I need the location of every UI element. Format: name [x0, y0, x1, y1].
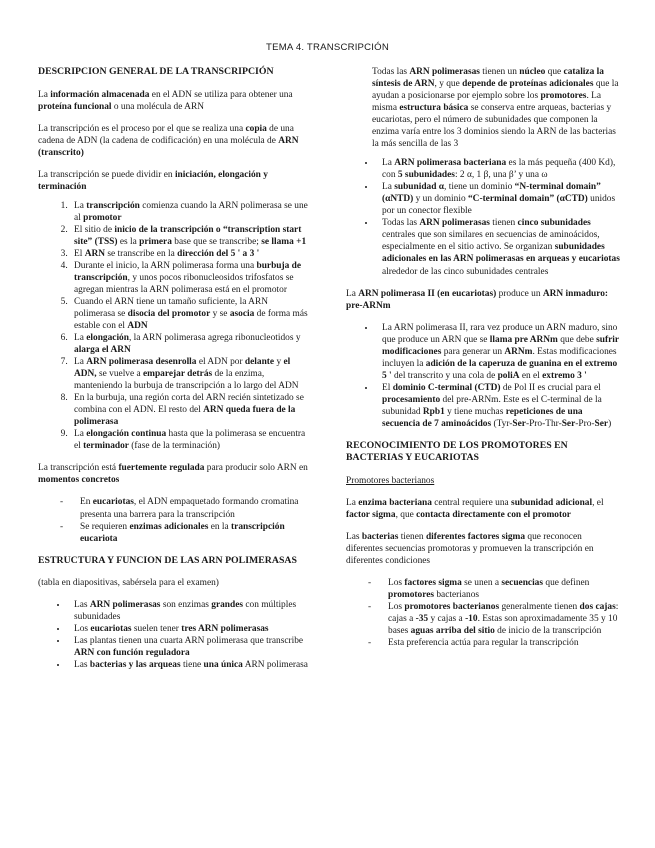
- text-run: . La misma: [372, 91, 602, 114]
- bold-text: dominio C-terminal (CTD): [392, 382, 501, 393]
- text-run: La: [74, 357, 87, 368]
- page-title: TEMA 4. TRANSCRIPCIÓN: [266, 42, 389, 53]
- bold-text: secuencias: [501, 578, 544, 589]
- bold-text: ARN inmaduro: pre-ARNm: [346, 288, 609, 311]
- paragraph: (tabla en diapositivas, sabérsela para el examen): [38, 578, 219, 589]
- text-run: para generar un: [441, 346, 505, 357]
- text-run: tienen: [398, 532, 426, 543]
- bold-text: promotores bacterianos: [404, 602, 500, 613]
- bold-text: transcripción: [86, 200, 140, 211]
- bold-text: ARN polimerasa desenrolla: [86, 357, 197, 368]
- bold-text: “N-terminal domain” (αNTD): [382, 182, 601, 205]
- text-run: de la enzima, manteniendo la burbuja de transcripción a lo largo del ADN: [74, 369, 299, 392]
- section-heading-reconocimiento: RECONOCIMIENTO DE LOS PROMOTORES EN BACTERIAS Y EUCARIOTAS: [346, 439, 568, 464]
- list-item: [70, 260, 310, 296]
- text-run: , que: [395, 510, 417, 520]
- list-item: [376, 382, 620, 430]
- bold-text: burbuja de transcripción: [74, 260, 302, 283]
- bold-text: Ser: [512, 418, 526, 429]
- text-run: En la burbuja, una región corta del ARN recién sintetizado se combina con el ADN. El resto del: [74, 393, 304, 416]
- bold-text: se llama +1: [261, 236, 307, 247]
- list-item: [70, 428, 310, 452]
- list-item: [368, 601, 620, 637]
- bold-text: -35: [415, 614, 429, 625]
- text-run: (fase de la terminación): [128, 441, 221, 452]
- list-item: [70, 332, 310, 356]
- text-run: La: [38, 89, 51, 100]
- text-run: . Estas son aproximadamente 35 y 10 bases: [388, 614, 618, 637]
- list-item: [376, 157, 620, 181]
- bold-text: información almacenada: [50, 89, 150, 100]
- text-run: La: [74, 333, 87, 344]
- text-run: que la ayudan a posicionarse por ejemplo sobre los: [372, 79, 619, 102]
- section-heading-estructura: ESTRUCTURA Y FUNCION DE LAS ARN POLIMERASAS: [38, 554, 297, 566]
- text-run: tienen: [489, 218, 518, 229]
- bold-text: alarga el ARN: [74, 345, 131, 356]
- paragraph: [38, 123, 310, 159]
- text-run: , tiene un dominio: [444, 182, 515, 193]
- dash-list: [38, 496, 310, 544]
- text-run: Las plantas tienen una cuarta ARN polimerasa que transcribe: [74, 636, 304, 647]
- paragraph: [346, 288, 620, 312]
- text-run: El: [382, 382, 393, 393]
- bold-text: tres ARN polimerasas: [181, 624, 269, 635]
- bold-text: poliA: [497, 370, 520, 381]
- text-run: produce un: [496, 288, 543, 299]
- bold-text: -10: [465, 614, 478, 625]
- bold-text: terminador: [83, 441, 129, 452]
- text-run: ): [608, 418, 612, 429]
- bold-text: 5 subunidades: [397, 170, 455, 181]
- text-run: -Pro-Thr-: [525, 418, 562, 429]
- bold-text: procesamiento: [382, 394, 441, 405]
- bold-text: disocia del promotor: [127, 309, 211, 320]
- bold-text: subunidades adicionales en las ARN polimerasas en arqueas y eucariotas: [382, 242, 620, 265]
- subheading: Promotores bacterianos: [346, 475, 435, 486]
- left-column: [38, 66, 310, 681]
- paragraph: [38, 169, 310, 193]
- text-run: base que se transcribe;: [171, 236, 262, 247]
- text-run: unidos por un conector flexible: [382, 194, 616, 217]
- text-run: alrededor de las cinco subunidades centrales: [382, 266, 549, 277]
- bold-text: subunidad adicional: [511, 497, 593, 508]
- bold-text: una única: [203, 660, 243, 671]
- text-run: es la: [117, 236, 140, 247]
- text-run: suelen tener: [131, 624, 182, 635]
- bold-text: dos cajas: [579, 602, 616, 613]
- list-item: [368, 637, 620, 649]
- list-item: [70, 224, 310, 248]
- text-run: ARN polimerasa: [242, 660, 308, 671]
- right-column: [346, 66, 620, 659]
- list-item: [60, 521, 310, 545]
- bold-text: subunidad α: [394, 182, 445, 193]
- text-run: Se requieren: [80, 521, 130, 532]
- text-run: y tiene muchas: [444, 406, 506, 417]
- list-item: [60, 496, 310, 520]
- text-run: -Pro-: [575, 418, 595, 429]
- paragraph: [346, 497, 620, 521]
- text-run: : cajas a: [388, 602, 619, 625]
- bold-text: el ADN,: [74, 357, 291, 380]
- text-run: , la ARN polimerasa agrega ribonucleotidos y: [128, 333, 301, 344]
- bold-text: delante: [244, 357, 275, 368]
- bold-text: ARN: [84, 248, 105, 259]
- text-run: : 2 α, 1 β, una β’ y una ω: [454, 170, 548, 181]
- text-run: se vuelve a: [96, 369, 143, 380]
- text-run: La: [74, 200, 87, 211]
- bold-text: copia: [245, 123, 267, 134]
- bold-text: ARN con función reguladora: [74, 648, 190, 659]
- bullet-list: [38, 599, 310, 671]
- text-run: La transcripción es el proceso por el que se realiza una: [38, 123, 246, 134]
- bold-text: cataliza la síntesis de ARN: [372, 67, 604, 90]
- bold-text: factores sigma: [404, 578, 462, 589]
- bold-text: estructura básica: [399, 103, 469, 114]
- bold-text: Ser: [561, 418, 576, 429]
- text-run: del transcrito y una cola de: [391, 370, 498, 381]
- bold-text: diferentes factores sigma: [425, 532, 526, 543]
- bold-text: cinco subunidades: [517, 218, 591, 229]
- bold-text: promotores: [540, 91, 587, 102]
- paragraph: [38, 89, 310, 113]
- paragraph: [38, 462, 310, 486]
- text-run: es la más pequeña (400 Kd), con: [382, 158, 616, 181]
- bold-text: ARNm: [504, 346, 533, 357]
- paragraph: [346, 66, 620, 150]
- bold-text: dirección del 5 ' a 3 ': [177, 248, 260, 259]
- text-run: en el: [519, 370, 543, 381]
- text-run: generalmente tienen: [499, 602, 580, 613]
- bold-text: ARN polimerasa II (en eucariotas): [358, 288, 497, 299]
- bold-text: ARN polimerasas: [89, 600, 161, 611]
- text-run: de una cadena de ADN (la cadena de codificación) en una molécula de: [38, 123, 294, 146]
- text-run: (Tyr-: [491, 418, 513, 429]
- text-run: La: [382, 182, 395, 193]
- bold-text: asocia: [229, 309, 255, 320]
- text-run: tiene: [180, 660, 204, 671]
- text-run: La: [74, 429, 87, 440]
- bold-text: adición de la caperuza de guanina en el extremo 5 ': [382, 358, 618, 381]
- text-run: o una molécula de ARN: [111, 101, 204, 112]
- text-run: central requiere una: [431, 497, 512, 508]
- text-run: en la: [208, 521, 232, 532]
- bold-text: contacta directamente con el promotor: [416, 510, 571, 520]
- bold-text: sufrir modificaciones: [382, 334, 619, 357]
- bold-text: ARN queda fuera de la polimerasa: [74, 405, 296, 428]
- bold-text: fuertemente regulada: [118, 463, 205, 474]
- list-item: [68, 599, 310, 623]
- text-run: Todas las: [372, 67, 410, 77]
- list-item: [70, 248, 310, 260]
- text-run: Los: [388, 578, 405, 589]
- text-run: y se: [210, 309, 230, 320]
- list-item: [70, 296, 310, 332]
- text-run: y un dominio: [413, 194, 468, 205]
- text-run: comienza cuando la ARN polimerasa se une al: [74, 200, 308, 223]
- bold-text: ADN: [127, 321, 148, 332]
- transcription-steps-list: [38, 200, 310, 453]
- text-run: que reconocen diferentes secuencias promotoras y promueven la transcripción en diferentes condiciones: [346, 532, 594, 567]
- text-run: , el ADN empaquetado formando cromatina presenta una barrera para la transcripción: [80, 497, 299, 520]
- text-run: Los: [74, 624, 91, 635]
- text-run: , el: [592, 497, 604, 508]
- list-item: [68, 623, 310, 635]
- list-item: [376, 181, 620, 217]
- text-run: que: [545, 67, 564, 77]
- text-run: La: [346, 288, 359, 299]
- text-run: del pre-ARNm. Este es el C-terminal de la subunidad: [382, 394, 602, 417]
- text-run: con múltiples subunidades: [74, 600, 297, 623]
- text-run: para producir solo ARN en: [204, 463, 308, 474]
- text-run: que definen: [543, 578, 590, 589]
- bullet-list: [346, 322, 620, 430]
- bold-text: Ser: [594, 418, 609, 429]
- text-run: de inicio de la transcripción: [494, 626, 602, 637]
- text-run: centrales que son similares en secuencias de aminoácidos, especialmente en el sitio activo. Se organizan: [382, 230, 600, 253]
- text-run: La ARN polimerasa II, rara vez produce un ARN maduro, sino que produce un ARN que se: [382, 322, 618, 345]
- bold-text: ARN polimerasas: [419, 218, 490, 229]
- bold-text: emparejar detrás: [143, 369, 213, 380]
- bold-text: extremo 3 ': [542, 370, 587, 381]
- bold-text: primera: [139, 236, 172, 247]
- bold-text: ARN polimerasa bacteriana: [394, 158, 507, 169]
- bold-text: momentos concretos: [38, 475, 120, 486]
- text-run: que debe: [557, 334, 597, 345]
- bold-text: Rpb1: [422, 406, 445, 417]
- bold-text: bacterias: [361, 532, 399, 543]
- text-run: se transcribe en la: [105, 248, 178, 259]
- text-run: La transcripción se puede dividir en: [38, 169, 175, 180]
- bold-text: repeticiones de una secuencia de 7 aminoácidos: [382, 406, 583, 429]
- text-run: Durante el inicio, la ARN polimerasa forma una: [74, 260, 257, 271]
- text-run: y: [274, 357, 284, 368]
- bold-text: elongación continua: [86, 429, 167, 440]
- text-run: La: [382, 158, 395, 169]
- bold-text: promotor: [83, 212, 122, 223]
- text-run: se conserva entre arqueas, bacterias y eucariotas, pero el número de subunidades que componen la enzima varía entre los 3 dominios siendo la ARN de las bacterias la más sencilla de las 3: [372, 103, 616, 150]
- text-run: Los: [388, 602, 405, 613]
- text-run: Las: [74, 600, 90, 611]
- text-run: Todas las: [382, 218, 420, 229]
- text-run: en el ADN se utiliza para obtener una: [149, 89, 293, 100]
- text-run: se unen a: [461, 578, 502, 589]
- bold-text: depende de proteínas adicionales: [462, 79, 594, 90]
- text-run: Las: [74, 660, 90, 671]
- text-run: son enzimas: [160, 600, 212, 611]
- text-run: . Estas modificaciones incluyen la: [382, 346, 617, 369]
- bold-text: inicio de la transcripción o “transcription start site” (TSS): [74, 224, 302, 247]
- bold-text: llama pre ARNm: [489, 334, 558, 345]
- list-item: [376, 322, 620, 382]
- list-item: [368, 577, 620, 601]
- list-item: [70, 356, 310, 392]
- bold-text: enzima bacteriana: [358, 497, 432, 508]
- list-item: [70, 392, 310, 428]
- text-run: tienen un: [479, 67, 520, 77]
- section-heading-descripcion: DESCRIPCION GENERAL DE LA TRANSCRIPCIÓN: [38, 66, 274, 77]
- bold-text: bacterias y las arqueas: [89, 660, 181, 671]
- bold-text: ARN (transcrito): [38, 135, 299, 158]
- bold-text: “C-terminal domain” (αCTD): [467, 194, 588, 205]
- text-run: El sitio de: [74, 224, 115, 235]
- bold-text: transcripción eucariota: [80, 521, 285, 544]
- bold-text: aguas arriba del sitio: [410, 626, 495, 637]
- text-run: el ADN por: [196, 357, 245, 368]
- bold-text: eucariotas: [92, 497, 134, 508]
- bold-text: ARN polimerasas: [409, 67, 480, 77]
- list-item: [68, 635, 310, 659]
- text-run: hasta que la polimerasa se encuentra el: [74, 429, 306, 452]
- bold-text: núcleo: [519, 67, 546, 77]
- text-run: de forma más estable con el: [74, 309, 308, 332]
- bold-text: factor sigma: [346, 510, 396, 520]
- bold-text: elongación: [86, 333, 129, 344]
- bold-text: eucariotas: [90, 624, 132, 635]
- text-run: de Pol II es crucial para el: [500, 382, 601, 393]
- paragraph: [346, 531, 620, 567]
- list-item: [70, 200, 310, 224]
- text-run: La: [346, 497, 359, 508]
- text-run: bacterianos: [434, 590, 480, 601]
- bold-text: promotores: [388, 590, 435, 601]
- text-run: Esta preferencia actúa para regular la transcripción: [388, 638, 579, 649]
- bullet-list: [346, 157, 620, 277]
- dash-list: [346, 577, 620, 649]
- list-item: [68, 659, 310, 671]
- text-run: En: [80, 497, 93, 508]
- bold-text: proteína funcional: [38, 101, 112, 112]
- bold-text: grandes: [211, 600, 244, 611]
- bold-text: enzimas adicionales: [129, 521, 209, 532]
- text-run: , y que: [434, 79, 463, 90]
- text-run: El: [74, 248, 85, 259]
- bold-text: iniciación, elongación y terminación: [38, 169, 268, 192]
- text-run: , y unos pocos ribonucleosidos trifosfatos se agregan mientras la ARN polimerasa está en el promotor: [74, 272, 294, 295]
- text-run: La transcripción está: [38, 463, 119, 474]
- text-run: y cajas a: [428, 614, 466, 625]
- list-item: [376, 217, 620, 277]
- text-run: Cuando el ARN tiene un tamaño suficiente, la ARN polimerasa se: [74, 297, 268, 320]
- text-run: Las: [346, 532, 362, 543]
